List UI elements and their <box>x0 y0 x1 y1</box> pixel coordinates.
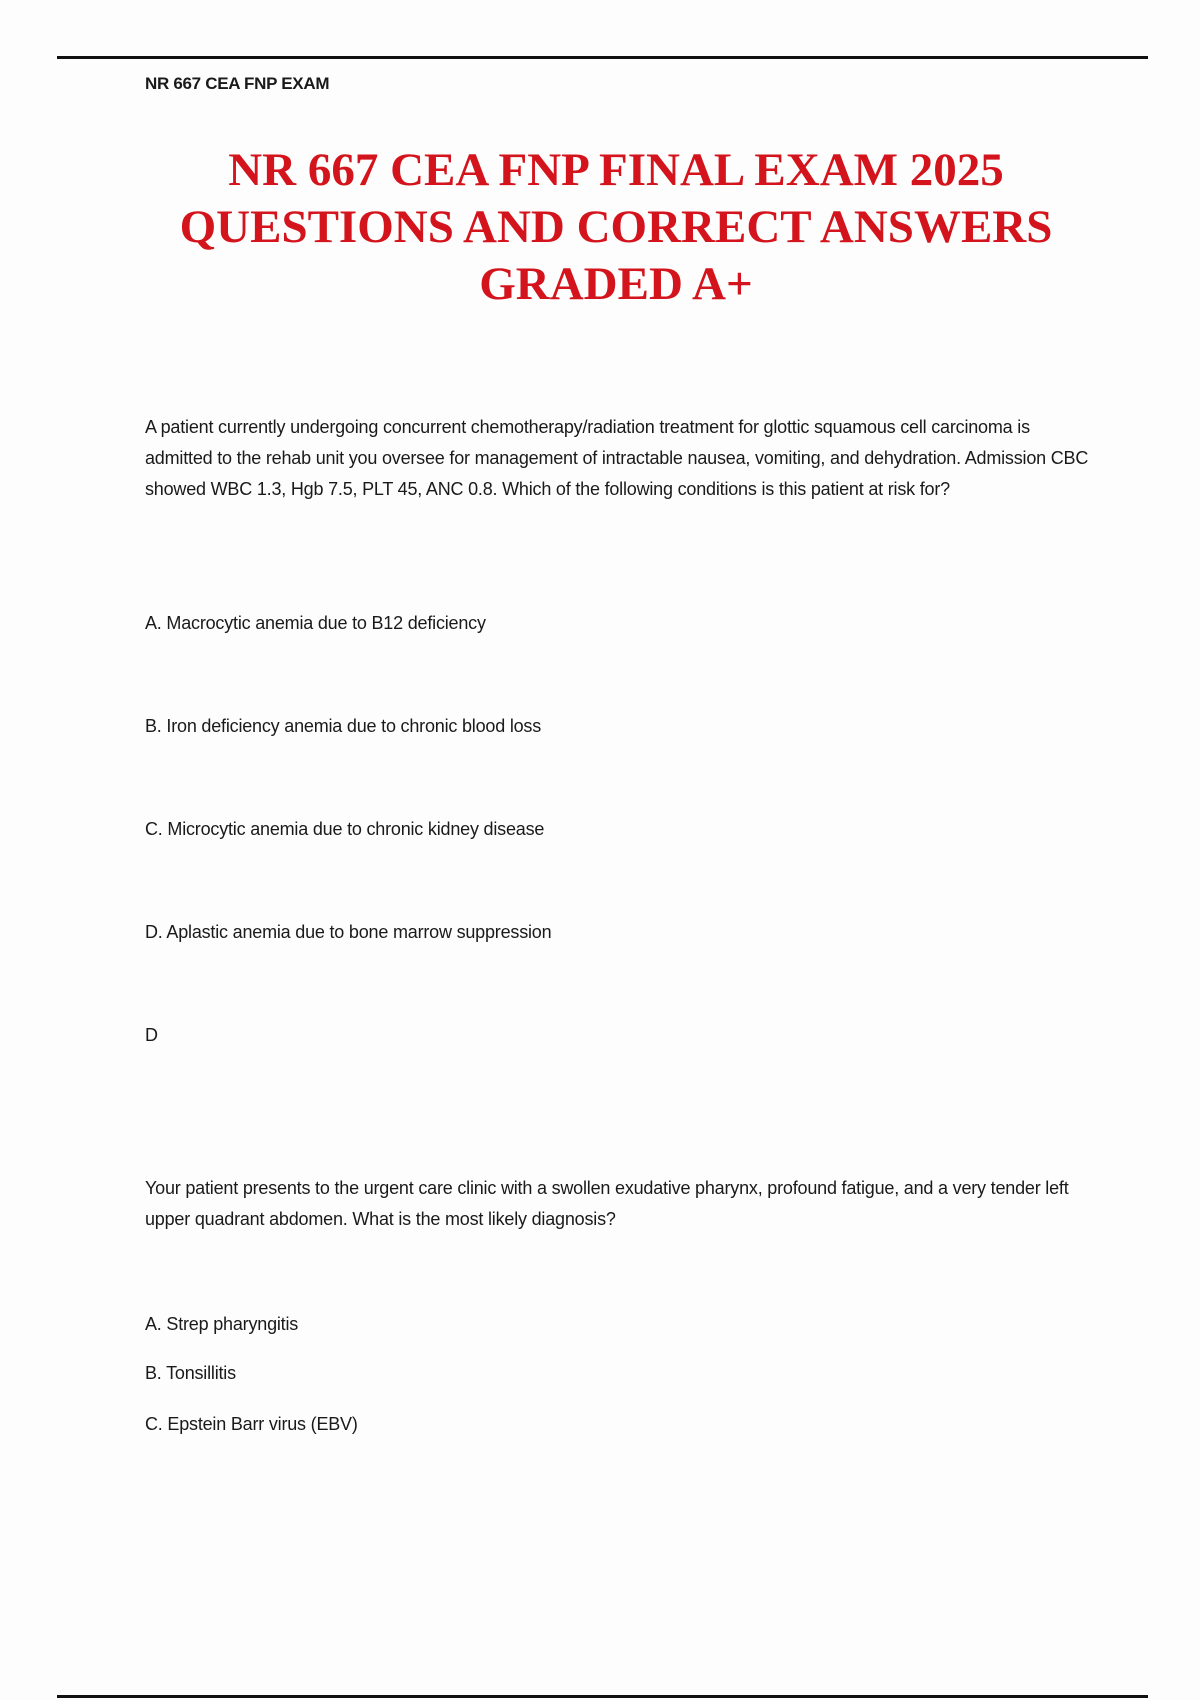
answer-option: A. Macrocytic anemia due to B12 deficiency <box>145 613 486 633</box>
answer-option: B. Tonsillitis <box>145 1363 236 1383</box>
title-line: QUESTIONS AND CORRECT ANSWERS <box>179 201 1053 253</box>
question-stem: A patient currently undergoing concurrent chemotherapy/radiation treatment for glottic squamous cell carcinoma is admitted to the rehab unit you oversee for management of intractable nausea, vomiting, and dehydration. Admission CBC showed WBC 1.3, Hgb 7.5, PLT 45, ANC 0.8. Which of the following conditions is this patient at risk for? <box>145 417 1089 499</box>
document-title <box>0 142 1200 313</box>
question-stem: Your patient presents to the urgent care clinic with a swollen exudative pharynx, profound fatigue, and a very tender left upper quadrant abdomen. What is the most likely diagnosis? <box>145 1178 1069 1229</box>
answer-option: B. Iron deficiency anemia due to chronic blood loss <box>145 716 542 736</box>
title-line: GRADED A+ <box>479 258 753 310</box>
top-rule <box>57 56 1148 59</box>
answer-option: C. Microcytic anemia due to chronic kidney disease <box>145 819 545 839</box>
running-header: NR 667 CEA FNP EXAM <box>145 74 330 93</box>
bottom-rule <box>57 1695 1148 1698</box>
answer-option: D. Aplastic anemia due to bone marrow suppression <box>145 922 552 942</box>
correct-answer: D <box>145 1025 158 1045</box>
answer-option: C. Epstein Barr virus (EBV) <box>145 1414 358 1434</box>
answer-option: A. Strep pharyngitis <box>145 1314 299 1334</box>
title-line: NR 667 CEA FNP FINAL EXAM 2025 <box>228 144 1004 196</box>
